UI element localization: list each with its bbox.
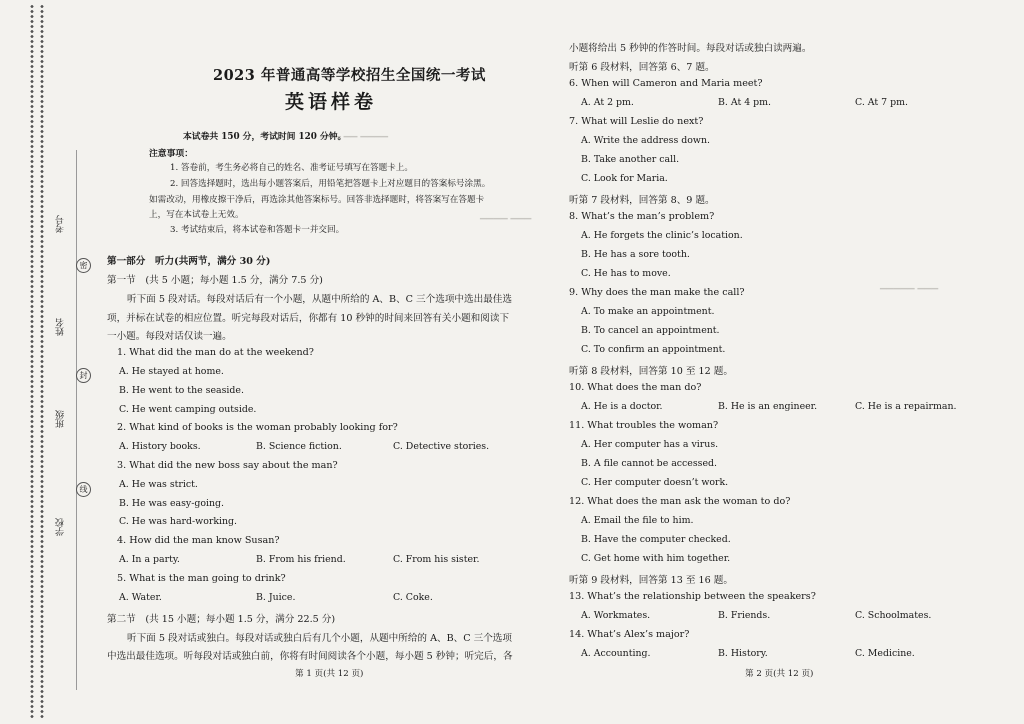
material-heading: 听第 8 段材料，回答第 10 至 12 题。 — [569, 366, 733, 377]
note-line: 1. 答卷前，考生务必将自己的姓名、准考证号填写在答题卡上。 — [170, 163, 413, 173]
exam-sheet: 考号 姓名 班级 学校 密 封 线 ▁▁▁ ▁▁ ▁▁▁▁ ▁▁▁▁ ▁▁▁ ▁▁▁▁▁ ▁▁▁ 2023 年普通高等学校招生全国统一考试 英语样卷 本试卷共 150 分，考试时间 120 分钟。 注意事项： 1. 答卷前，考生务必将自己的姓名、准考证号填写在答题卡上。 2. 回答选择题时，选出每小题答案后，用铅笔把答题卡上对应题目的答案标号涂黑。 如需改动，用橡皮擦干净后，再选涂其他答案标号。回答非选择题时，将答案写在答题卡 上，写在本试卷上无效。 3. 考试结束后，将本试卷和答题卡一并交回。 第一部分 听力(共两节，满分 30 分) 第一节 (共 5 小题；每小题 1.5 分，满分 7.5 分) 听下面 5 段对话。每段对话后有一个小题，从题中所给的 A、B、C 三个选项中选出最佳选 项，并标在试卷的相应位置。听完每段对话后，你都有 10 秒钟的时间来回答有关小题和阅读下 一小题。每段对话仅读一遍。 1. What did the man do at the weekend? A. He stayed at home. B. He went to the seaside. C. He went camping outside. 2. What kind of books is the woman probably looking for? A. History books. B. Science fiction. C. Detective stories. 3. What did the new boss say about the man? A. He was strict. B. He was easy-going. C. He was hard-working. 4. How did the man know Susan? A. In a party. B. From his friend. C. From his sister. 5. What is the man going to drink? A. Water. B. Juice. C. Coke. 第二节 (共 15 小题；每小题 1.5 分，满分 22.5 分) 听下面 5 段对话或独白。每段对话或独白后有几个小题，从题中所给的 A、B、C 三个选项 中选出最佳选项。听每段对话或独白前，你将有时间阅读各个小题，每小题 5 秒钟；听完后，各 第 1 页(共 12 页) 小题将给出 5 秒钟的作答时间。每段对话或独白读两遍。 听第 6 段材料，回答第 6、7 题。 6. When will Cameron and Maria meet? A. At 2 pm. B. At 4 pm. C. At 7 pm. 7. What will Leslie do next? A. Write the address down. B. Take another call. C. Look for Maria. 听第 7 段材料，回答第 8、9 题。 8. What’s the man’s problem? A. He forgets the clinic’s location. B. He has a sore tooth. C. He has to move. 9. Why does the man make the call? A. To make an appointment. B. To cancel an appointment. C. To confirm an appointment. 听第 8 段材料，回答第 10 至 12 题。 10. What does the man do? A. He is a doctor. B. He is an engineer. C. He is a repairman. 11. What troubles the woman? A. Her computer has a virus. B. A file cannot be accessed. C. Her computer doesn’t work. 12. What does the man ask the woman to do? A. Email the file to him. B. Have the computer checked. C. Get home with him together. 听第 9 段材料，回答第 13 至 16 题。 13. What’s the relationship between the speakers? A. Workmates. B. Friends. C. Schoolmates. 14. What’s Alex’s major? A. Accounting. B. History. C. Medicine. 第 2 页(共 12 页) — [0, 0, 1024, 724]
option-a: A. History books. — [119, 441, 201, 452]
question: 7. What will Leslie do next? — [569, 116, 704, 127]
question: 5. What is the man going to drink? — [117, 573, 286, 584]
question: 11. What troubles the woman? — [569, 420, 719, 431]
label-school: 学校 — [56, 518, 66, 536]
page-footer: 第 2 页(共 12 页) — [745, 669, 814, 679]
label-name: 姓名 — [56, 318, 66, 336]
option-c: C. Schoolmates. — [855, 610, 932, 621]
instruction-line: 项，并标在试卷的相应位置。听完每段对话后，你都有 10 秒钟的时间来回答有关小题和阅读下 — [107, 313, 510, 324]
instruction-line: 小题将给出 5 秒钟的作答时间。每段对话或独白读两遍。 — [569, 43, 812, 54]
perforation-dots — [38, 4, 46, 720]
option-a: A. He was strict. — [119, 479, 198, 490]
option-c: C. Coke. — [393, 592, 433, 603]
option-a: A. He forgets the clinic’s location. — [581, 230, 743, 241]
seal-line — [76, 150, 77, 690]
question: 2. What kind of books is the woman probably looking for? — [117, 422, 398, 433]
option-a: A. Workmates. — [581, 610, 651, 621]
material-heading: 听第 9 段材料，回答第 13 至 16 题。 — [569, 575, 733, 586]
note-line: 上，写在本试卷上无效。 — [149, 210, 244, 220]
label-exam-number: 考号 — [56, 215, 66, 233]
question: 1. What did the man do at the weekend? — [117, 347, 314, 358]
question: 3. What did the new boss say about the man? — [117, 460, 338, 471]
option-b: B. Have the computer checked. — [581, 534, 731, 545]
question: 6. When will Cameron and Maria meet? — [569, 78, 763, 89]
notes-heading: 注意事项： — [149, 149, 193, 159]
label-class: 班级 — [56, 410, 66, 428]
question: 12. What does the man ask the woman to do? — [569, 496, 791, 507]
option-b: B. He went to the seaside. — [119, 385, 244, 396]
perforation-dots — [28, 4, 36, 720]
option-c: C. He went camping outside. — [119, 404, 257, 415]
option-b: B. At 4 pm. — [718, 97, 772, 108]
section-heading: 第一节 (共 5 小题；每小题 1.5 分，满分 7.5 分) — [107, 275, 323, 286]
option-b: B. History. — [718, 648, 768, 659]
instruction-line: 听下面 5 段对话。每段对话后有一个小题，从题中所给的 A、B、C 三个选项中选出最佳选 — [127, 294, 512, 305]
option-b: B. He is an engineer. — [718, 401, 818, 412]
instruction-line: 一小题。每段对话仅读一遍。 — [107, 331, 232, 342]
option-c: C. From his sister. — [393, 554, 480, 565]
note-line: 如需改动，用橡皮擦干净后，再选涂其他答案标号。回答非选择题时，将答案写在答题卡 — [149, 195, 485, 205]
question: 9. Why does the man make the call? — [569, 287, 745, 298]
instruction-line: 中选出最佳选项。听每段对话或独白前，你将有时间阅读各个小题，每小题 5 秒钟；听完后，各 — [107, 651, 513, 662]
option-a: A. Write the address down. — [581, 135, 710, 146]
question: 8. What’s the man’s problem? — [569, 211, 715, 222]
option-b: B. Take another call. — [581, 154, 680, 165]
option-a: A. He stayed at home. — [119, 366, 224, 377]
seal-char: 线 — [76, 482, 91, 497]
option-c: C. At 7 pm. — [855, 97, 908, 108]
question: 10. What does the man do? — [569, 382, 702, 393]
option-c: C. Detective stories. — [393, 441, 490, 452]
option-b: B. He was easy-going. — [119, 498, 225, 509]
option-b: B. He has a sore tooth. — [581, 249, 690, 260]
seal-char: 密 — [76, 258, 91, 273]
option-c: C. Get home with him together. — [581, 553, 731, 564]
option-a: A. To make an appointment. — [581, 306, 715, 317]
option-a: A. Accounting. — [581, 648, 651, 659]
option-a: A. Water. — [119, 592, 162, 603]
option-b: B. Friends. — [718, 610, 771, 621]
option-b: B. To cancel an appointment. — [581, 325, 720, 336]
option-a: A. Her computer has a virus. — [581, 439, 719, 450]
question: 13. What’s the relationship between the speakers? — [569, 591, 816, 602]
option-c: C. Her computer doesn’t work. — [581, 477, 729, 488]
option-c: C. Medicine. — [855, 648, 915, 659]
material-heading: 听第 6 段材料，回答第 6、7 题。 — [569, 62, 715, 73]
part-heading: 第一部分 听力(共两节，满分 30 分) — [107, 256, 271, 267]
material-heading: 听第 7 段材料，回答第 8、9 题。 — [569, 195, 715, 206]
exam-info: 本试卷共 150 分，考试时间 120 分钟。 — [183, 132, 347, 142]
question: 14. What’s Alex’s major? — [569, 629, 690, 640]
option-a: A. Email the file to him. — [581, 515, 694, 526]
option-b: B. From his friend. — [256, 554, 346, 565]
exam-subtitle: 英语样卷 — [285, 91, 378, 113]
exam-title: 2023 年普通高等学校招生全国统一考试 — [213, 67, 486, 84]
note-line: 3. 考试结束后，将本试卷和答题卡一并交回。 — [170, 225, 345, 235]
option-b: B. A file cannot be accessed. — [581, 458, 718, 469]
page-footer: 第 1 页(共 12 页) — [295, 669, 364, 679]
option-c: C. He is a repairman. — [855, 401, 957, 412]
option-c: C. He has to move. — [581, 268, 671, 279]
question: 4. How did the man know Susan? — [117, 535, 280, 546]
option-c: C. To confirm an appointment. — [581, 344, 726, 355]
seal-char: 封 — [76, 368, 91, 383]
option-c: C. He was hard-working. — [119, 516, 238, 527]
option-a: A. He is a doctor. — [581, 401, 663, 412]
section-heading: 第二节 (共 15 小题；每小题 1.5 分，满分 22.5 分) — [107, 614, 336, 625]
option-b: B. Science fiction. — [256, 441, 342, 452]
option-a: A. In a party. — [119, 554, 180, 565]
option-a: A. At 2 pm. — [581, 97, 634, 108]
instruction-line: 听下面 5 段对话或独白。每段对话或独白后有几个小题，从题中所给的 A、B、C 三个选项 — [127, 633, 512, 644]
note-line: 2. 回答选择题时，选出每小题答案后，用铅笔把答题卡上对应题目的答案标号涂黑。 — [170, 179, 491, 189]
option-b: B. Juice. — [256, 592, 296, 603]
binding-margin — [0, 0, 100, 724]
option-c: C. Look for Maria. — [581, 173, 668, 184]
